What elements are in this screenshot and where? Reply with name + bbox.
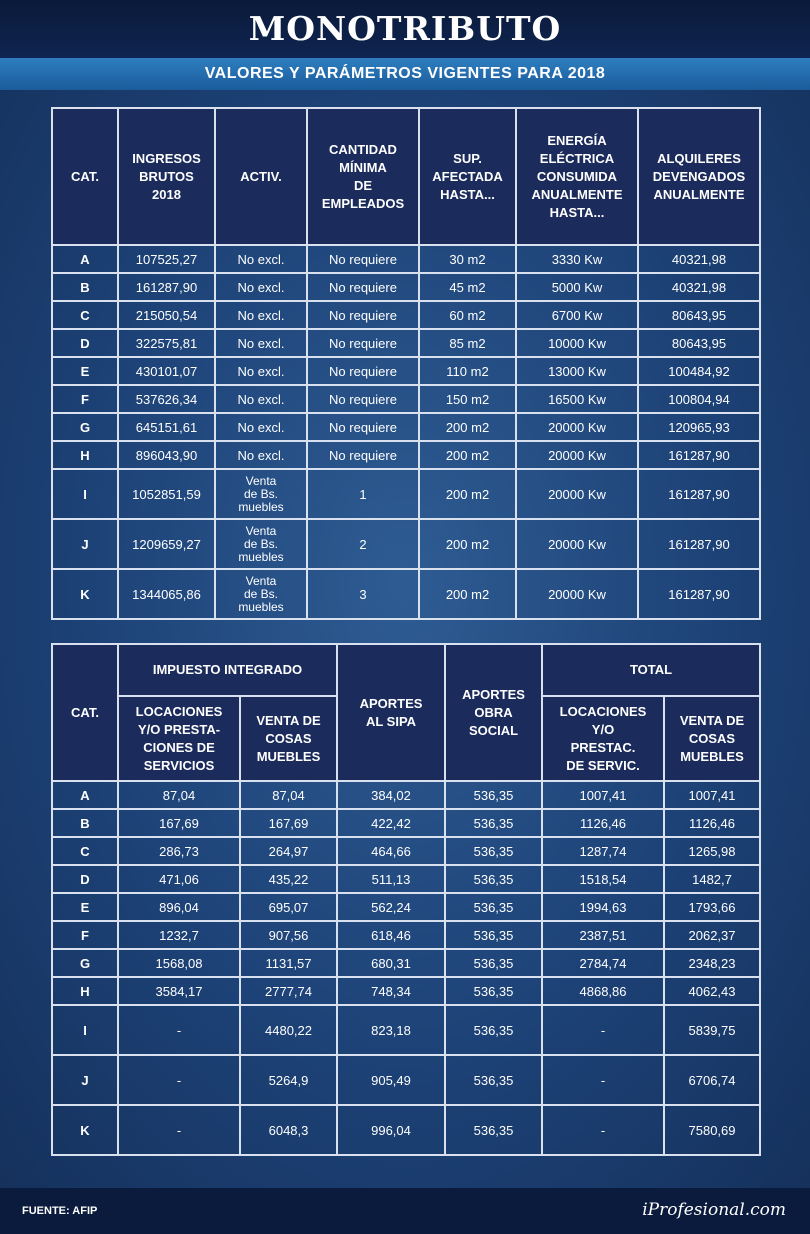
activ-line: muebles	[238, 549, 284, 564]
activ-cell	[215, 441, 307, 469]
ingresos-cell: 1209659,27	[118, 519, 215, 569]
cat-cell: C	[52, 837, 118, 865]
table-row	[52, 385, 760, 413]
table-row	[52, 301, 760, 329]
page-title: MONOTRIBUTO	[248, 9, 562, 48]
alquileres-cell: 161287,90	[638, 469, 760, 519]
activ-line: No excl.	[237, 419, 285, 435]
header-impuesto-integrado: IMPUESTO INTEGRADO	[118, 644, 337, 696]
obra-social-cell: 536,35	[445, 1005, 542, 1055]
cat-cell: F	[52, 385, 118, 413]
tot-venta-cell: 1265,98	[664, 837, 760, 865]
table-row	[52, 1005, 760, 1055]
tot-locaciones-cell: 4868,86	[542, 977, 664, 1005]
header-aportes-sipa: APORTES AL SIPA	[337, 644, 445, 781]
empleados-cell: No requiere	[307, 301, 419, 329]
cat-cell: E	[52, 893, 118, 921]
subtitle-bar	[0, 58, 810, 90]
imp-locaciones-cell: 87,04	[118, 781, 240, 809]
activ-cell	[215, 245, 307, 273]
sup-cell: 200 m2	[419, 469, 516, 519]
header-cat: CAT.	[52, 108, 118, 245]
title-bar	[0, 0, 810, 58]
table-row	[52, 569, 760, 619]
energia-cell: 10000 Kw	[516, 329, 638, 357]
cat-cell: K	[52, 1105, 118, 1155]
cat-cell: I	[52, 469, 118, 519]
table-row	[52, 413, 760, 441]
energia-cell: 20000 Kw	[516, 413, 638, 441]
energia-cell: 16500 Kw	[516, 385, 638, 413]
cat-cell: A	[52, 781, 118, 809]
imp-locaciones-cell: -	[118, 1005, 240, 1055]
parameters-table	[51, 107, 761, 620]
parameters-body	[52, 245, 760, 619]
tot-locaciones-cell: 1287,74	[542, 837, 664, 865]
imp-locaciones-cell: 286,73	[118, 837, 240, 865]
table-row	[52, 245, 760, 273]
sipa-cell: 562,24	[337, 893, 445, 921]
activ-cell	[215, 273, 307, 301]
imp-locaciones-cell: -	[118, 1105, 240, 1155]
table-row	[52, 329, 760, 357]
activ-line: muebles	[238, 499, 284, 514]
empleados-cell: No requiere	[307, 413, 419, 441]
energia-cell: 6700 Kw	[516, 301, 638, 329]
table-row	[52, 781, 760, 809]
cat-cell: H	[52, 441, 118, 469]
energia-cell: 3330 Kw	[516, 245, 638, 273]
imp-locaciones-cell: 896,04	[118, 893, 240, 921]
activ-line: Venta	[245, 573, 277, 588]
table-row	[52, 977, 760, 1005]
imp-locaciones-cell: 1232,7	[118, 921, 240, 949]
ingresos-cell: 430101,07	[118, 357, 215, 385]
activ-line: muebles	[238, 599, 284, 614]
imp-venta-cell: 5264,9	[240, 1055, 337, 1105]
alquileres-cell: 100484,92	[638, 357, 760, 385]
empleados-cell: No requiere	[307, 329, 419, 357]
table-row	[52, 519, 760, 569]
activ-line: No excl.	[237, 391, 285, 407]
activ-line: No excl.	[237, 307, 285, 323]
energia-cell: 5000 Kw	[516, 273, 638, 301]
page-subtitle: VALORES Y PARÁMETROS VIGENTES PARA 2018	[204, 65, 606, 82]
alquileres-cell: 40321,98	[638, 273, 760, 301]
empleados-cell: No requiere	[307, 245, 419, 273]
header-tot-venta: VENTA DE COSAS MUEBLES	[664, 696, 760, 781]
tot-venta-cell: 5839,75	[664, 1005, 760, 1055]
tot-locaciones-cell: -	[542, 1055, 664, 1105]
table-row	[52, 921, 760, 949]
empleados-cell: 1	[307, 469, 419, 519]
cat-cell: E	[52, 357, 118, 385]
activ-cell	[215, 357, 307, 385]
header-activ: ACTIV.	[215, 108, 307, 245]
table-row	[52, 273, 760, 301]
tot-locaciones-cell: -	[542, 1105, 664, 1155]
table-row	[52, 837, 760, 865]
table-row	[52, 1105, 760, 1155]
table-row	[52, 893, 760, 921]
imp-venta-cell: 695,07	[240, 893, 337, 921]
activ-line: Venta	[245, 473, 277, 488]
alquileres-cell: 80643,95	[638, 301, 760, 329]
ingresos-cell: 537626,34	[118, 385, 215, 413]
sup-cell: 110 m2	[419, 357, 516, 385]
activ-line: de Bs.	[243, 536, 279, 551]
imp-locaciones-cell: 1568,08	[118, 949, 240, 977]
sup-cell: 85 m2	[419, 329, 516, 357]
header-total: TOTAL	[542, 644, 760, 696]
fees-body	[52, 781, 760, 1155]
alquileres-cell: 161287,90	[638, 519, 760, 569]
parameters-header-row	[52, 108, 760, 245]
cat-cell: H	[52, 977, 118, 1005]
sipa-cell: 905,49	[337, 1055, 445, 1105]
table-row	[52, 441, 760, 469]
obra-social-cell: 536,35	[445, 949, 542, 977]
activ-line: Venta	[245, 523, 277, 538]
sup-cell: 200 m2	[419, 441, 516, 469]
cat-cell: K	[52, 569, 118, 619]
cat-cell: I	[52, 1005, 118, 1055]
sup-cell: 45 m2	[419, 273, 516, 301]
sup-cell: 30 m2	[419, 245, 516, 273]
table-row	[52, 357, 760, 385]
alquileres-cell: 120965,93	[638, 413, 760, 441]
alquileres-cell: 100804,94	[638, 385, 760, 413]
activ-cell	[215, 385, 307, 413]
energia-cell: 20000 Kw	[516, 519, 638, 569]
energia-cell: 20000 Kw	[516, 569, 638, 619]
sup-cell: 200 m2	[419, 569, 516, 619]
imp-locaciones-cell: -	[118, 1055, 240, 1105]
alquileres-cell: 80643,95	[638, 329, 760, 357]
tot-locaciones-cell: 1126,46	[542, 809, 664, 837]
imp-venta-cell: 6048,3	[240, 1105, 337, 1155]
activ-cell	[215, 569, 307, 619]
ingresos-cell: 645151,61	[118, 413, 215, 441]
cat-cell: B	[52, 273, 118, 301]
sipa-cell: 422,42	[337, 809, 445, 837]
brand-logo: iProfesional.com	[642, 1200, 786, 1220]
header-ingresos: INGRESOS BRUTOS 2018	[118, 108, 215, 245]
empleados-cell: No requiere	[307, 441, 419, 469]
alquileres-cell: 161287,90	[638, 569, 760, 619]
obra-social-cell: 536,35	[445, 893, 542, 921]
sipa-cell: 384,02	[337, 781, 445, 809]
ingresos-cell: 1344065,86	[118, 569, 215, 619]
table-row	[52, 865, 760, 893]
activ-line: de Bs.	[243, 586, 279, 601]
activ-line: No excl.	[237, 363, 285, 379]
sipa-cell: 996,04	[337, 1105, 445, 1155]
activ-line: No excl.	[237, 279, 285, 295]
tot-venta-cell: 1007,41	[664, 781, 760, 809]
cat-cell: B	[52, 809, 118, 837]
alquileres-cell: 40321,98	[638, 245, 760, 273]
sipa-cell: 464,66	[337, 837, 445, 865]
cat-cell: D	[52, 329, 118, 357]
energia-cell: 13000 Kw	[516, 357, 638, 385]
fees-header-row-1	[52, 644, 760, 696]
sup-cell: 150 m2	[419, 385, 516, 413]
tot-venta-cell: 1126,46	[664, 809, 760, 837]
header-aportes-obra-social: APORTES OBRA SOCIAL	[445, 644, 542, 781]
empleados-cell: No requiere	[307, 273, 419, 301]
imp-locaciones-cell: 167,69	[118, 809, 240, 837]
sup-cell: 60 m2	[419, 301, 516, 329]
obra-social-cell: 536,35	[445, 865, 542, 893]
tot-venta-cell: 2062,37	[664, 921, 760, 949]
ingresos-cell: 896043,90	[118, 441, 215, 469]
obra-social-cell: 536,35	[445, 781, 542, 809]
cat-cell: C	[52, 301, 118, 329]
activ-line: No excl.	[237, 447, 285, 463]
sup-cell: 200 m2	[419, 413, 516, 441]
tot-locaciones-cell: 2784,74	[542, 949, 664, 977]
header-cantidad: CANTIDAD MÍNIMA DE EMPLEADOS	[307, 108, 419, 245]
imp-venta-cell: 167,69	[240, 809, 337, 837]
activ-cell	[215, 469, 307, 519]
activ-cell	[215, 413, 307, 441]
tot-venta-cell: 1482,7	[664, 865, 760, 893]
imp-locaciones-cell: 471,06	[118, 865, 240, 893]
tot-locaciones-cell: 1007,41	[542, 781, 664, 809]
ingresos-cell: 215050,54	[118, 301, 215, 329]
table-row	[52, 469, 760, 519]
cat-cell: G	[52, 949, 118, 977]
ingresos-cell: 107525,27	[118, 245, 215, 273]
cat-cell: J	[52, 519, 118, 569]
footer	[0, 1188, 810, 1234]
activ-line: No excl.	[237, 251, 285, 267]
empleados-cell: No requiere	[307, 385, 419, 413]
obra-social-cell: 536,35	[445, 1055, 542, 1105]
cat-cell: A	[52, 245, 118, 273]
obra-social-cell: 536,35	[445, 837, 542, 865]
imp-venta-cell: 2777,74	[240, 977, 337, 1005]
cat-cell: D	[52, 865, 118, 893]
imp-venta-cell: 907,56	[240, 921, 337, 949]
sipa-cell: 748,34	[337, 977, 445, 1005]
cat-cell: G	[52, 413, 118, 441]
tot-venta-cell: 7580,69	[664, 1105, 760, 1155]
empleados-cell: 2	[307, 519, 419, 569]
sipa-cell: 680,31	[337, 949, 445, 977]
header-imp-locaciones: LOCACIONES Y/O PRESTA- CIONES DE SERVICIOS	[118, 696, 240, 781]
energia-cell: 20000 Kw	[516, 441, 638, 469]
activ-cell	[215, 329, 307, 357]
header-sup: SUP. AFECTADA HASTA...	[419, 108, 516, 245]
sup-cell: 200 m2	[419, 519, 516, 569]
sipa-cell: 823,18	[337, 1005, 445, 1055]
header-tot-locaciones: LOCACIONES Y/O PRESTAC. DE SERVIC.	[542, 696, 664, 781]
table-row	[52, 949, 760, 977]
imp-locaciones-cell: 3584,17	[118, 977, 240, 1005]
imp-venta-cell: 435,22	[240, 865, 337, 893]
ingresos-cell: 1052851,59	[118, 469, 215, 519]
header-energia: ENERGÍA ELÉCTRICA CONSUMIDA ANUALMENTE HASTA...	[516, 108, 638, 245]
source-label: FUENTE: AFIP	[22, 1205, 98, 1217]
energia-cell: 20000 Kw	[516, 469, 638, 519]
tot-venta-cell: 4062,43	[664, 977, 760, 1005]
ingresos-cell: 161287,90	[118, 273, 215, 301]
tot-locaciones-cell: 2387,51	[542, 921, 664, 949]
imp-venta-cell: 1131,57	[240, 949, 337, 977]
ingresos-cell: 322575,81	[118, 329, 215, 357]
table-row	[52, 809, 760, 837]
imp-venta-cell: 4480,22	[240, 1005, 337, 1055]
empleados-cell: No requiere	[307, 357, 419, 385]
table-row	[52, 1055, 760, 1105]
sipa-cell: 618,46	[337, 921, 445, 949]
tot-venta-cell: 2348,23	[664, 949, 760, 977]
imp-venta-cell: 264,97	[240, 837, 337, 865]
sipa-cell: 511,13	[337, 865, 445, 893]
header-alquileres: ALQUILERES DEVENGADOS ANUALMENTE	[638, 108, 760, 245]
tot-locaciones-cell: 1994,63	[542, 893, 664, 921]
tot-venta-cell: 1793,66	[664, 893, 760, 921]
tot-locaciones-cell: -	[542, 1005, 664, 1055]
obra-social-cell: 536,35	[445, 1105, 542, 1155]
header-cat: CAT.	[52, 644, 118, 781]
activ-cell	[215, 519, 307, 569]
tot-locaciones-cell: 1518,54	[542, 865, 664, 893]
cat-cell: J	[52, 1055, 118, 1105]
alquileres-cell: 161287,90	[638, 441, 760, 469]
empleados-cell: 3	[307, 569, 419, 619]
fees-table	[51, 643, 761, 1156]
cat-cell: F	[52, 921, 118, 949]
activ-cell	[215, 301, 307, 329]
obra-social-cell: 536,35	[445, 809, 542, 837]
activ-line: No excl.	[237, 335, 285, 351]
imp-venta-cell: 87,04	[240, 781, 337, 809]
header-imp-venta: VENTA DE COSAS MUEBLES	[240, 696, 337, 781]
tot-venta-cell: 6706,74	[664, 1055, 760, 1105]
obra-social-cell: 536,35	[445, 977, 542, 1005]
obra-social-cell: 536,35	[445, 921, 542, 949]
activ-line: de Bs.	[243, 486, 279, 501]
